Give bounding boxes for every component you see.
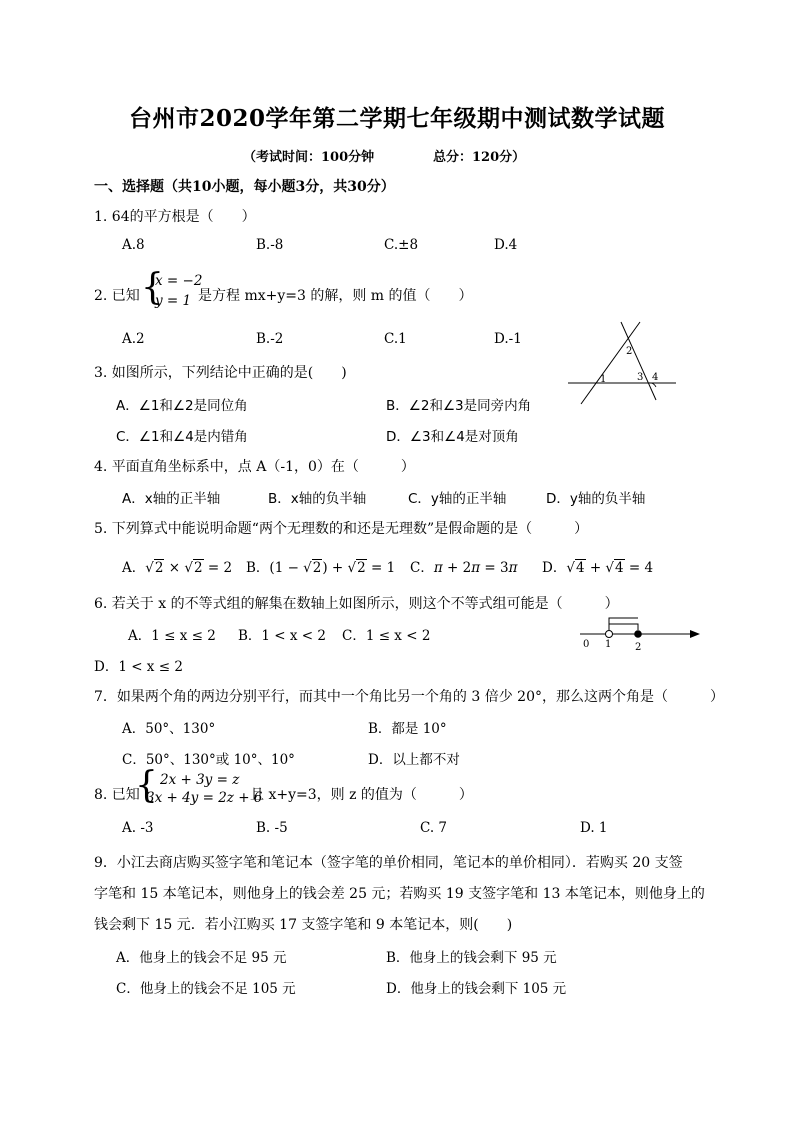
question-8-equation-2: 3x + 4y = 2z + 6 [146,790,263,806]
question-6-option-b: B．1 < x < 2 [238,628,327,644]
question-7-option-d: D．以上都不对 [368,752,460,768]
option-a-label: A． [122,560,146,576]
system-brace-q8: { [135,765,158,806]
question-8-option-a: A. -3 [122,820,154,836]
question-4-option-b: B．x轴的负半轴 [268,491,367,507]
question-2-equation-1: x = −2 [155,273,203,289]
angle-figure [566,318,678,408]
question-4-stem: 4. 平面直角坐标系中，点 A（-1，0）在（ ） [94,459,415,475]
axis-label-0: 0 [583,639,590,650]
question-9-option-a: A．他身上的钱会不足 95 元 [116,950,287,966]
option-c-label: C． [410,560,434,576]
axis-arrow [690,630,700,638]
bracket-lower [609,624,638,630]
question-5-option-c: C．π + 2π = 3π [410,560,518,576]
system-brace: { [141,267,164,308]
transversal-line-right [621,322,659,400]
question-8-prefix: 8. 已知 [94,787,140,803]
question-8-option-c: C. 7 [420,820,448,836]
question-8-option-b: B. -5 [256,820,288,836]
transversal-line-left [581,322,640,404]
question-5-option-d: D．√4 + √4 = 4 [542,560,654,576]
question-3-option-a: A．∠1和∠2是同位角 [116,398,248,414]
angle-label-3: 3 [637,372,644,383]
question-7-stem: 7．如果两个角的两边分别平行，而其中一个角比另一个角的 3 倍少 20°，那么这两个角是（ ） [94,689,724,705]
open-point-1 [606,631,613,638]
question-7-option-a: A．50°、130° [122,721,216,737]
question-8-suffix: 且 x+y=3，则 z 的值为（ ） [250,787,473,803]
question-6-stem: 6. 若关于 x 的不等式组的解集在数轴上如图所示，则这个不等式组可能是（ ） [94,596,619,612]
question-6-option-a: A．1 ≤ x ≤ 2 [128,628,216,644]
question-4-option-c: C．y轴的正半轴 [408,491,507,507]
question-1-option-d: D.4 [494,237,518,253]
question-2-option-a: A.2 [122,331,145,347]
axis-label-1: 1 [605,639,612,650]
question-9-option-c: C．他身上的钱会不足 105 元 [116,981,296,997]
question-2-suffix: 是方程 mx+y=3 的解，则 m 的值（ ） [198,288,473,304]
question-9-line-2: 字笔和 15 本笔记本，则他身上的钱会差 25 元；若购买 19 支签字笔和 13 本笔记本，则他身上的 [94,886,705,902]
question-9-option-d: D．他身上的钱会剩下 105 元 [386,981,567,997]
question-6-option-d: D．1 < x ≤ 2 [94,659,183,675]
question-2-prefix: 2. 已知 [94,288,140,304]
question-5-stem: 5. 下列算式中能说明命题“两个无理数的和还是无理数”是假命题的是（ ） [94,521,589,537]
question-3-option-c: C．∠1和∠4是内错角 [116,429,248,445]
axis-label-2: 2 [635,642,642,653]
option-b-label: B． [246,560,270,576]
question-1-option-b: B.-8 [256,237,284,253]
question-1-option-c: C.±8 [384,237,419,253]
question-1-stem: 1. 64的平方根是（ ） [94,209,256,225]
question-1-option-a: A.8 [122,237,145,253]
exam-time: （考试时间：100分钟 [243,150,375,165]
question-2-option-d: D.-1 [494,331,522,347]
question-9-line-3: 钱会剩下 15 元．若小江购买 17 支签字笔和 9 本笔记本，则( ) [94,917,513,933]
question-4-option-a: A．x轴的正半轴 [122,491,221,507]
question-3-stem: 3. 如图所示，下列结论中正确的是( ) [94,365,347,381]
angle-label-2: 2 [626,346,633,357]
number-line-figure [576,612,702,656]
question-8-option-d: D. 1 [580,820,608,836]
question-6-option-c: C．1 ≤ x < 2 [342,628,431,644]
question-8-equation-1: 2x + 3y = z [160,772,240,788]
question-3-option-b: B．∠2和∠3是同旁内角 [386,398,532,414]
question-9-option-b: B．他身上的钱会剩下 95 元 [386,950,557,966]
question-2-option-c: C.1 [384,331,407,347]
question-7-option-b: B．都是 10° [368,721,447,737]
page-title: 台州市2020学年第二学期七年级期中测试数学试题 [128,105,665,132]
question-5-option-b: B．(1 − √2) + √2 = 1 [246,560,396,576]
question-7-option-c: C．50°、130°或 10°、10° [122,752,295,768]
closed-point-2 [634,630,642,638]
section-heading: 一、选择题（共10小题，每小题3分，共30分） [94,179,395,195]
question-9-line-1: 9．小江去商店购买签字笔和笔记本（签字笔的单价相同，笔记本的单价相同）．若购买 20 支签 [94,855,683,871]
question-2-equation-2: y = 1 [155,293,192,309]
option-d-label: D． [542,560,567,576]
total-score: 总分：120分） [433,150,526,165]
angle-label-4: 4 [652,372,659,383]
question-4-option-d: D．y轴的负半轴 [546,491,646,507]
question-3-option-d: D．∠3和∠4是对顶角 [386,429,519,445]
angle-label-1: 1 [600,374,607,385]
question-5-option-a: A．√2 × √2 = 2 [122,560,233,576]
question-2-option-b: B.-2 [256,331,284,347]
